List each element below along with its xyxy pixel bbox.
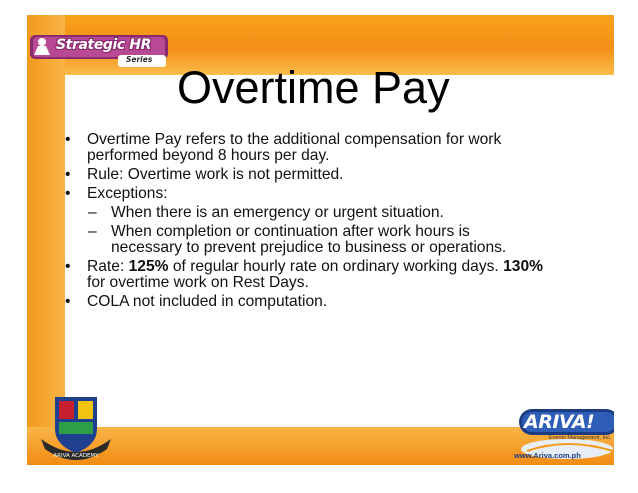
slide-title: Overtime Pay bbox=[177, 62, 450, 113]
sub-bullet-item bbox=[65, 205, 545, 221]
rate-regular-value: 125% bbox=[128, 258, 169, 275]
cola-text: COLA not included in computation. bbox=[87, 293, 328, 310]
ariva-tagline: Events Management, Inc. bbox=[549, 435, 612, 441]
dash-mark: – bbox=[88, 223, 97, 240]
bullet-item bbox=[65, 167, 545, 183]
rate-rest-value: 130% bbox=[503, 258, 543, 275]
bullet-item bbox=[65, 132, 545, 164]
logo-subtitle: Series bbox=[126, 55, 153, 64]
bullet-mark: • bbox=[65, 293, 71, 310]
dash-mark: – bbox=[88, 204, 97, 221]
sub-bullet-text: When completion or continuation after work hours is necessary to prevent prejudice to business or operations. bbox=[111, 223, 507, 256]
bullet-list bbox=[65, 132, 545, 313]
bullet-mark: • bbox=[65, 185, 71, 202]
academy-crest-icon bbox=[39, 395, 113, 465]
rate-middle-text: of regular hourly rate on ordinary working days. bbox=[172, 258, 499, 275]
logo-title: Strategic HR bbox=[56, 37, 152, 53]
bullet-mark: • bbox=[65, 131, 71, 148]
ariva-wordmark: ARIVA! bbox=[524, 411, 595, 433]
bullet-text: Rule: Overtime work is not permitted. bbox=[87, 166, 344, 183]
ariva-url: www.Ariva.com.ph bbox=[514, 451, 581, 460]
bullet-text: Exceptions: bbox=[87, 185, 168, 202]
sub-bullet-item bbox=[65, 224, 545, 256]
crest-text: ARIVA ACADEMY bbox=[53, 453, 99, 459]
bullet-item bbox=[65, 186, 545, 202]
sub-bullet-text: When there is an emergency or urgent situation. bbox=[111, 204, 444, 221]
bullet-text: Overtime Pay refers to the additional compensation for work performed beyond 8 hours per day. bbox=[87, 131, 502, 164]
rate-label: Rate: bbox=[87, 258, 125, 275]
ariva-academy-crest bbox=[39, 395, 113, 465]
cola-bullet bbox=[65, 294, 545, 310]
bullet-mark: • bbox=[65, 258, 71, 275]
rate-bullet bbox=[65, 259, 545, 291]
strategic-hr-logo bbox=[30, 33, 170, 73]
rate-end-text: for overtime work on Rest Days. bbox=[87, 274, 309, 291]
bullet-mark: • bbox=[65, 166, 71, 183]
